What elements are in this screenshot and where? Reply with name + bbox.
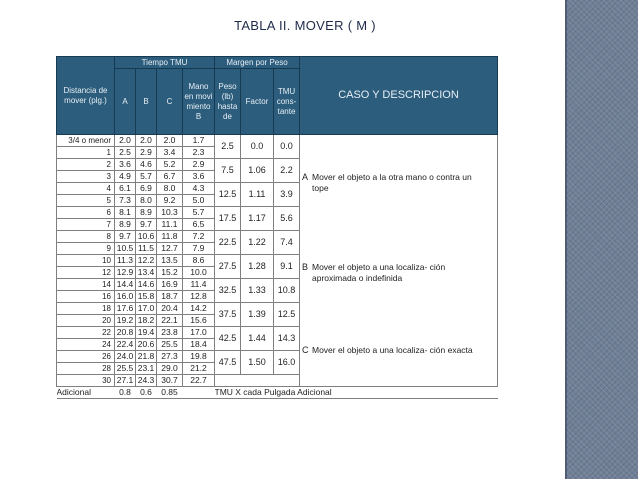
footer-b: 0.6 xyxy=(136,387,157,399)
value-c-cell: 25.5 xyxy=(157,339,183,351)
value-b-cell: 2.0 xyxy=(136,135,157,147)
value-a-cell: 25.5 xyxy=(115,363,136,375)
weight-cell: 22.5 xyxy=(215,231,241,255)
value-c-cell: 3.4 xyxy=(157,147,183,159)
value-c-cell: 20.4 xyxy=(157,303,183,315)
value-hand-cell: 7.2 xyxy=(183,231,215,243)
header-col-hand: Mano en movi miento B xyxy=(183,69,215,135)
value-a-cell: 3.6 xyxy=(115,159,136,171)
distance-cell: 14 xyxy=(57,279,115,291)
footer-note: TMU X cada Pulgada Adicional xyxy=(215,387,498,399)
value-c-cell: 29.0 xyxy=(157,363,183,375)
factor-cell: 1.22 xyxy=(241,231,274,255)
factor-cell: 1.33 xyxy=(241,279,274,303)
value-b-cell: 2.9 xyxy=(136,147,157,159)
value-hand-cell: 5.7 xyxy=(183,207,215,219)
value-hand-cell: 5.0 xyxy=(183,195,215,207)
constant-cell: 16.0 xyxy=(274,351,300,375)
value-a-cell: 2.5 xyxy=(115,147,136,159)
distance-cell: 1 xyxy=(57,147,115,159)
factor-cell: 1.50 xyxy=(241,351,274,375)
distance-cell: 18 xyxy=(57,303,115,315)
value-c-cell: 22.1 xyxy=(157,315,183,327)
weight-cell: 32.5 xyxy=(215,279,241,303)
value-a-cell: 20.8 xyxy=(115,327,136,339)
value-a-cell: 8.9 xyxy=(115,219,136,231)
header-col-factor: Factor xyxy=(241,69,274,135)
weight-cell: 42.5 xyxy=(215,327,241,351)
value-hand-cell: 15.6 xyxy=(183,315,215,327)
weight-cell: 17.5 xyxy=(215,207,241,231)
value-b-cell: 14.6 xyxy=(136,279,157,291)
value-c-cell: 12.7 xyxy=(157,243,183,255)
constant-cell: 14.3 xyxy=(274,327,300,351)
constant-cell: 2.2 xyxy=(274,159,300,183)
factor-cell: 1.17 xyxy=(241,207,274,231)
value-a-cell: 17.6 xyxy=(115,303,136,315)
value-b-cell: 20.6 xyxy=(136,339,157,351)
page-title: TABLA II. MOVER ( M ) xyxy=(234,18,376,33)
value-hand-cell: 10.0 xyxy=(183,267,215,279)
constant-cell: 10.8 xyxy=(274,279,300,303)
factor-cell: 1.06 xyxy=(241,159,274,183)
header-col-a: A xyxy=(115,69,136,135)
constant-cell: 3.9 xyxy=(274,183,300,207)
value-b-cell: 13.4 xyxy=(136,267,157,279)
distance-cell: 26 xyxy=(57,351,115,363)
weight-cell: 27.5 xyxy=(215,255,241,279)
value-hand-cell: 1.7 xyxy=(183,135,215,147)
value-c-cell: 11.1 xyxy=(157,219,183,231)
distance-cell: 2 xyxy=(57,159,115,171)
value-b-cell: 4.6 xyxy=(136,159,157,171)
value-hand-cell: 4.3 xyxy=(183,183,215,195)
weight-cell: 37.5 xyxy=(215,303,241,327)
value-b-cell: 23.1 xyxy=(136,363,157,375)
value-a-cell: 8.1 xyxy=(115,207,136,219)
distance-cell: 22 xyxy=(57,327,115,339)
value-c-cell: 8.0 xyxy=(157,183,183,195)
distance-cell: 9 xyxy=(57,243,115,255)
distance-cell: 16 xyxy=(57,291,115,303)
value-a-cell: 10.5 xyxy=(115,243,136,255)
distance-cell: 30 xyxy=(57,375,115,387)
value-c-cell: 23.8 xyxy=(157,327,183,339)
value-hand-cell: 6.5 xyxy=(183,219,215,231)
value-a-cell: 9.7 xyxy=(115,231,136,243)
value-b-cell: 6.9 xyxy=(136,183,157,195)
header-case: CASO Y DESCRIPCION xyxy=(300,57,498,135)
table-row xyxy=(57,231,498,243)
distance-cell: 4 xyxy=(57,183,115,195)
footer-c: 0.85 xyxy=(157,387,183,399)
header-col-const: TMU cons- tante xyxy=(274,69,300,135)
value-hand-cell: 22.7 xyxy=(183,375,215,387)
weight-cell: 2.5 xyxy=(215,135,241,159)
value-a-cell: 16.0 xyxy=(115,291,136,303)
value-hand-cell: 7.9 xyxy=(183,243,215,255)
value-c-cell: 11.8 xyxy=(157,231,183,243)
case-letter: B xyxy=(302,261,309,272)
header-col-weight: Peso (lb) hasta de xyxy=(215,69,241,135)
value-hand-cell: 8.6 xyxy=(183,255,215,267)
footer-label: Adicional xyxy=(57,387,115,399)
value-hand-cell: 19.8 xyxy=(183,351,215,363)
value-c-cell: 16.9 xyxy=(157,279,183,291)
constant-cell: 12.5 xyxy=(274,303,300,327)
header-col-b: B xyxy=(136,69,157,135)
decorative-sidebar xyxy=(567,0,638,479)
value-a-cell: 2.0 xyxy=(115,135,136,147)
header-tmu-group: Tiempo TMU xyxy=(115,57,215,69)
header-col-c: C xyxy=(157,69,183,135)
value-a-cell: 12.9 xyxy=(115,267,136,279)
value-b-cell: 15.8 xyxy=(136,291,157,303)
weight-cell: 7.5 xyxy=(215,159,241,183)
value-b-cell: 24.3 xyxy=(136,375,157,387)
distance-cell: 3/4 o menor xyxy=(57,135,115,147)
distance-cell: 10 xyxy=(57,255,115,267)
value-hand-cell: 11.4 xyxy=(183,279,215,291)
distance-cell: 12 xyxy=(57,267,115,279)
weight-cell: 12.5 xyxy=(215,183,241,207)
value-c-cell: 13.5 xyxy=(157,255,183,267)
case-text: Mover el objeto a la otra mano o contra un tope xyxy=(312,171,472,193)
factor-cell: 1.44 xyxy=(241,327,274,351)
value-c-cell: 30.7 xyxy=(157,375,183,387)
value-c-cell: 27.3 xyxy=(157,351,183,363)
value-hand-cell: 21.2 xyxy=(183,363,215,375)
value-b-cell: 12.2 xyxy=(136,255,157,267)
value-b-cell: 10.6 xyxy=(136,231,157,243)
value-c-cell: 9.2 xyxy=(157,195,183,207)
empty-cell xyxy=(215,375,300,387)
case-description-cell xyxy=(300,231,498,315)
value-c-cell: 6.7 xyxy=(157,171,183,183)
factor-cell: 1.28 xyxy=(241,255,274,279)
value-hand-cell: 2.3 xyxy=(183,147,215,159)
distance-cell: 7 xyxy=(57,219,115,231)
value-hand-cell: 2.9 xyxy=(183,159,215,171)
factor-cell: 1.39 xyxy=(241,303,274,327)
value-b-cell: 11.5 xyxy=(136,243,157,255)
value-a-cell: 7.3 xyxy=(115,195,136,207)
constant-cell: 9.1 xyxy=(274,255,300,279)
value-c-cell: 5.2 xyxy=(157,159,183,171)
constant-cell: 7.4 xyxy=(274,231,300,255)
value-a-cell: 19.2 xyxy=(115,315,136,327)
value-c-cell: 10.3 xyxy=(157,207,183,219)
value-hand-cell: 14.2 xyxy=(183,303,215,315)
value-a-cell: 24.0 xyxy=(115,351,136,363)
value-a-cell: 27.1 xyxy=(115,375,136,387)
value-b-cell: 18.2 xyxy=(136,315,157,327)
value-b-cell: 9.7 xyxy=(136,219,157,231)
table-row xyxy=(57,135,498,147)
distance-cell: 5 xyxy=(57,195,115,207)
case-text: Mover el objeto a una localiza- ción aproximada o indefinida xyxy=(312,261,446,283)
value-a-cell: 14.4 xyxy=(115,279,136,291)
distance-cell: 3 xyxy=(57,171,115,183)
value-hand-cell: 3.6 xyxy=(183,171,215,183)
value-a-cell: 4.9 xyxy=(115,171,136,183)
header-distance: Distancia de mover (plg.) xyxy=(57,57,115,135)
case-letter: C xyxy=(302,344,309,355)
value-c-cell: 2.0 xyxy=(157,135,183,147)
constant-cell: 5.6 xyxy=(274,207,300,231)
mover-table xyxy=(56,56,498,399)
factor-cell: 0.0 xyxy=(241,135,274,159)
constant-cell: 0.0 xyxy=(274,135,300,159)
distance-cell: 8 xyxy=(57,231,115,243)
value-hand-cell: 18.4 xyxy=(183,339,215,351)
footer-row xyxy=(57,387,498,399)
case-text: Mover el objeto a una localiza- ción exacta xyxy=(312,344,473,355)
distance-cell: 24 xyxy=(57,339,115,351)
case-description-cell xyxy=(300,135,498,231)
distance-cell: 28 xyxy=(57,363,115,375)
value-b-cell: 17.0 xyxy=(136,303,157,315)
footer-empty xyxy=(183,387,215,399)
value-b-cell: 19.4 xyxy=(136,327,157,339)
weight-cell: 47.5 xyxy=(215,351,241,375)
value-hand-cell: 17.0 xyxy=(183,327,215,339)
distance-cell: 6 xyxy=(57,207,115,219)
footer-a: 0.8 xyxy=(115,387,136,399)
value-a-cell: 22.4 xyxy=(115,339,136,351)
case-description-cell xyxy=(300,315,498,387)
header-margin-group: Margen por Peso xyxy=(215,57,300,69)
distance-cell: 20 xyxy=(57,315,115,327)
factor-cell: 1.11 xyxy=(241,183,274,207)
value-b-cell: 5.7 xyxy=(136,171,157,183)
value-b-cell: 8.9 xyxy=(136,207,157,219)
value-hand-cell: 12.8 xyxy=(183,291,215,303)
value-c-cell: 15.2 xyxy=(157,267,183,279)
case-letter: A xyxy=(302,171,309,182)
value-a-cell: 11.3 xyxy=(115,255,136,267)
value-a-cell: 6.1 xyxy=(115,183,136,195)
value-b-cell: 21.8 xyxy=(136,351,157,363)
value-c-cell: 18.7 xyxy=(157,291,183,303)
value-b-cell: 8.0 xyxy=(136,195,157,207)
